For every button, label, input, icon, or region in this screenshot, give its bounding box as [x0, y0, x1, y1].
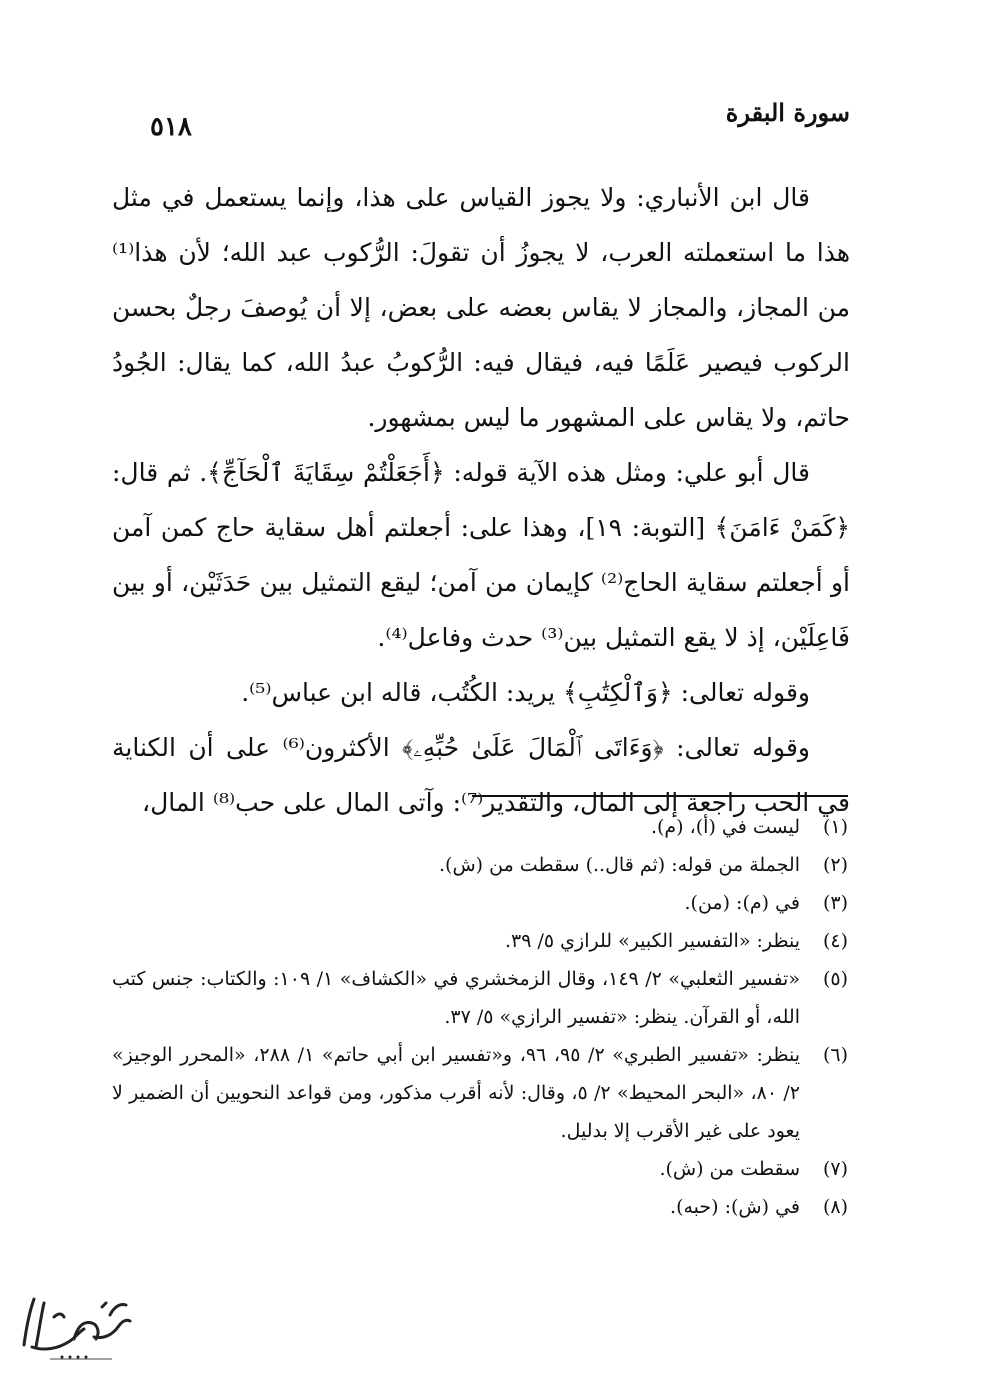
page-header [110, 98, 850, 148]
footnote-text: في (م): (من). [684, 892, 800, 914]
footnote-text: ينظر: «تفسير الطبري» ٢/ ٩٥، ٩٦، و«تفسير ابن أبي حاتم» ١/ ٢٨٨، «المحرر الوجيز» ٢/ ٨٠، «البحر المحيط» ٢/ ٥، وقال: لأنه أقرب مذكور، ومن قواعد النحويين أن الضمير لا يعود على غير الأقرب إلا بدليل. [112, 1044, 801, 1142]
footnote-number: (٢) [822, 854, 848, 876]
footnote-number: (١) [822, 816, 848, 838]
page-number: ٥١٨ [150, 112, 192, 142]
paragraph-ibn-al-anbari: قال ابن الأنباري: ولا يجوز القياس على هذا، وإنما يستعمل في مثل هذا ما استعملته العرب، لا يجوزُ أن تقولَ: الرُّكوب عبد الله؛ لأن هذا⁽¹⁾ من المجاز، والمجاز لا يقاس بعضه على بعض، إلا أن يُوصفَ رجلٌ بحسن الركوب فيصير عَلَمًا فيه، فيقال فيه: الرُّكوبُ عبدُ الله، كما يقال: الجُودُ حاتم، ولا يقاس على المشهور ما ليس بمشهور. [112, 183, 850, 432]
footnote-5 [112, 960, 848, 1036]
footnote-text: «تفسير الثعلبي» ٢/ ١٤٩، وقال الزمخشري في «الكشاف» ١/ ١٠٩: والكتاب: جنس كتب الله، أو القرآن. ينظر: «تفسير الرازي» ٥/ ٣٧. [112, 968, 800, 1028]
publisher-logo-icon [14, 1285, 139, 1365]
footnote-4 [112, 922, 848, 960]
footnote-text: ليست في (أ)، (م). [650, 816, 800, 838]
footnote-text: الجملة من قوله: (ثم قال..) سقطت من (ش). [439, 854, 800, 876]
footnote-2 [112, 846, 848, 884]
footnote-6 [112, 1036, 848, 1150]
footnote-text: سقطت من (ش). [659, 1158, 800, 1180]
footnote-text: في (ش): (حبه). [670, 1196, 800, 1218]
footnote-8 [112, 1188, 848, 1226]
paragraph-abu-ali: قال أبو علي: ومثل هذه الآية قوله: ﴿أَجَعَلْتُمْ سِقَايَةَ ٱلْحَآجِّ﴾. ثم قال: ﴿كَمَنْ ءَامَنَ﴾ [التوبة: ١٩]، وهذا على: أجعلتم أهل سقاية حاج كمن آمن أو أجعلتم سقاية الحاج⁽²⁾ كإيمان من آمن؛ ليقع التمثيل بين حَدَثَيْن، أو بين فَاعِلَيْن، إذ لا يقع التمثيل بين⁽³⁾ حدث وفاعل⁽⁴⁾. [112, 458, 850, 652]
footnote-divider [472, 795, 848, 797]
footnote-number: (٣) [822, 892, 848, 914]
calligraphy-logo-icon [14, 1285, 139, 1365]
footnote-text: ينظر: «التفسير الكبير» للرازي ٥/ ٣٩. [504, 930, 800, 952]
surah-title: سورة البقرة [725, 98, 850, 127]
paragraph-wa-ata-al-mal: وقوله تعالى: ﴿وَءَاتَى ٱلْمَالَ عَلَىٰ حُبِّهِۦ﴾ الأكثرون⁽⁶⁾ على أن الكناية في الحب راجعة إلى المال، والتقدير⁽⁷⁾: وآتى المال على حب⁽⁸⁾ المال، [112, 733, 850, 817]
footnote-number: (٦) [822, 1044, 848, 1066]
footnotes [112, 808, 848, 1226]
footnote-number: (٧) [822, 1158, 848, 1180]
footnote-number: (٤) [822, 930, 848, 952]
footnote-3 [112, 884, 848, 922]
footnote-number: (٨) [822, 1196, 848, 1218]
footnote-1 [112, 808, 848, 846]
footnote-number: (٥) [822, 968, 848, 990]
footnote-7 [112, 1150, 848, 1188]
paragraph-al-kitab: وقوله تعالى: ﴿وَٱلْكِتَٰبِ﴾ يريد: الكُتُب، قاله ابن عباس⁽⁵⁾. [241, 678, 810, 707]
main-text [112, 170, 850, 830]
